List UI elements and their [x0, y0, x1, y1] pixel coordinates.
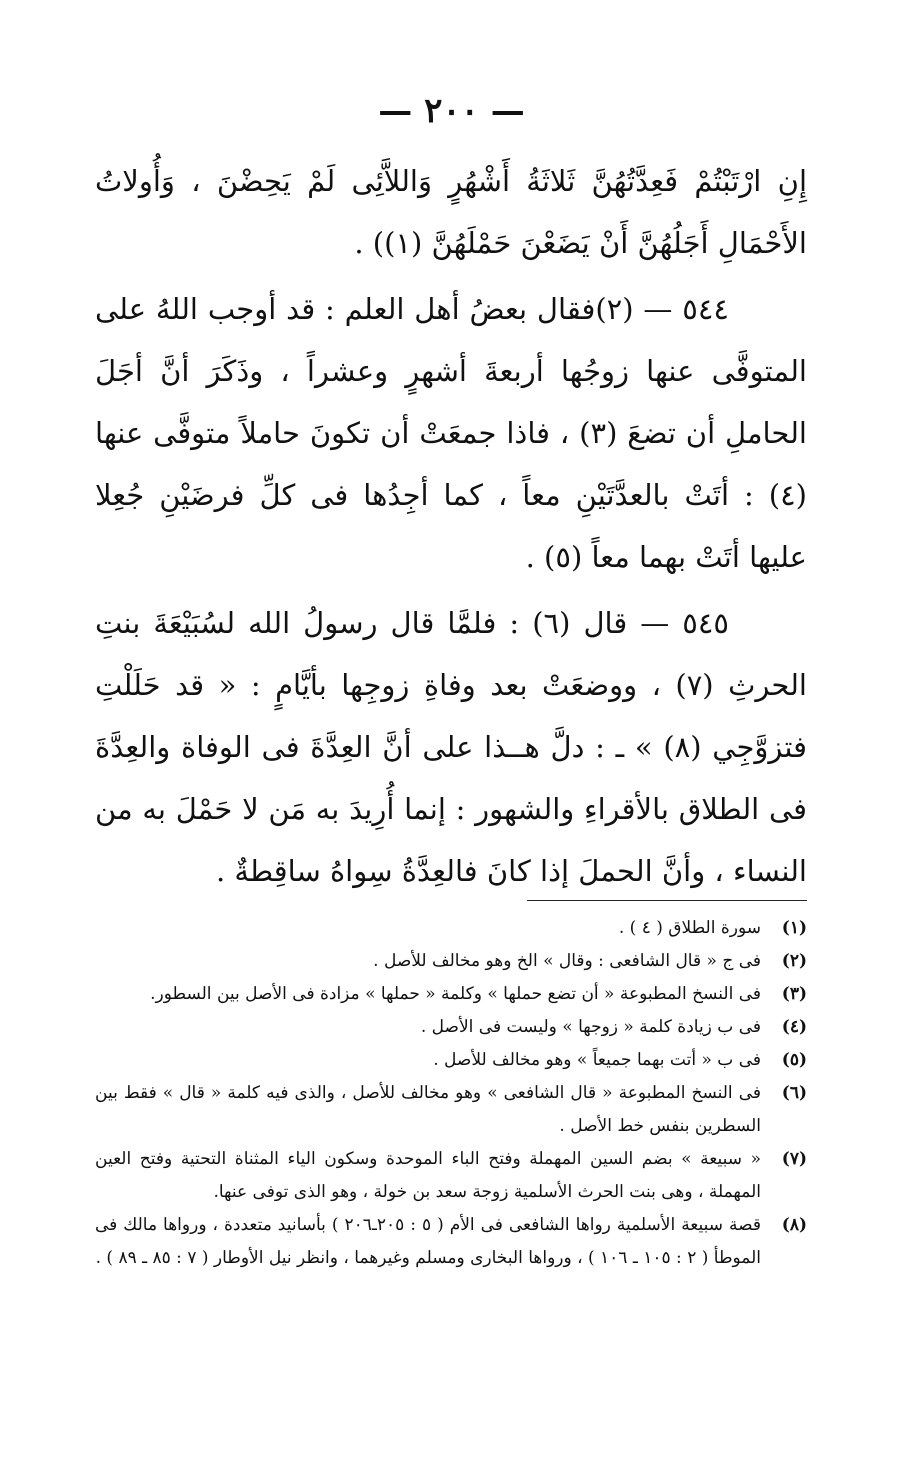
footnote-2	[95, 945, 807, 978]
footnote-1	[95, 912, 807, 945]
footnote-text: « سبيعة » بضم السين المهملة وفتح الباء الموحدة وسكون الياء المثناة التحتية وفتح العين المهملة ، وهى بنت الحرث الأسلمية زوجة سعد بن خولة ، وهو الذى توفى عنها.	[95, 1149, 761, 1202]
footnote-text: فى ج « قال الشافعى : وقال » الخ وهو مخالف للأصل .	[373, 951, 761, 971]
footnote-number: (١)	[781, 918, 807, 938]
footnote-text: فى ب زيادة كلمة « زوجها » وليست فى الأصل .	[420, 1017, 761, 1037]
main-text	[95, 150, 807, 906]
footnote-separator	[527, 900, 807, 901]
footnote-text: فى النسخ المطبوعة « أن تضع حملها » وكلمة « حملها » مزادة فى الأصل بين السطور.	[150, 984, 761, 1004]
footnote-number: (٢)	[781, 951, 807, 971]
paragraph-545: ٥٤٥ — قال (٦) : فلمَّا قال رسولُ الله لسُبَيْعَةَ بنتِ الحرثِ (٧) ، ووضعَتْ بعد وفاةِ زوجِها بأيَّامٍ : « قد حَلَلْتِ فتزوَّجِي (٨) » ـ : دلَّ هــذا على أنَّ العِدَّةَ فى الوفاة والعِدَّةَ فى الطلاق بالأقراءِ والشهور : إنما أُرِيدَ به مَن لا حَمْلَ به من النساء ، وأنَّ الحملَ إذا كانَ فالعِدَّةُ سِواهُ ساقِطةٌ .	[95, 606, 808, 888]
footnote-4	[95, 1011, 807, 1044]
footnote-number: (٥)	[781, 1050, 807, 1070]
footnote-text: سورة الطلاق ( ٤ ) .	[618, 918, 761, 938]
footnote-number: (٤)	[781, 1017, 807, 1037]
footnote-6	[95, 1077, 807, 1143]
paragraph-544: ٥٤٤ — (٢)فقال بعضُ أهل العلم : قد أوجب اللهُ على المتوفَّى عنها زوجُها أربعةَ أشهرٍ وعشراً ، وذَكَرَ أنَّ أجَلَ الحاملِ أن تضعَ (٣) ، فاذا جمعَتْ أن تكونَ حاملاً متوفَّى عنها (٤) : أتَتْ بالعدَّتَيْنِ معاً ، كما أجِدُها فى كلِّ فرضَيْنِ جُعِلا عليها أتَتْ بهما معاً (٥) .	[95, 292, 807, 574]
quran-verse-paragraph: إِنِ ارْتَبْتُمْ فَعِدَّتُهُنَّ ثَلاثَةُ أَشْهُرٍ وَاللاَّئِى لَمْ يَحِضْنَ ، وَأُولاتُ الأَحْمَالِ أَجَلُهُنَّ أَنْ يَضَعْنَ حَمْلَهُنَّ (١)) .	[95, 164, 807, 260]
footnote-text: فى النسخ المطبوعة « قال الشافعى » وهو مخالف للأصل ، والذى فيه كلمة « قال » فقط بين السطرين بنفس خط الأصل .	[95, 1083, 761, 1136]
footnote-5	[95, 1044, 807, 1077]
footnote-number: (٨)	[781, 1215, 807, 1235]
footnote-number: (٧)	[781, 1149, 807, 1169]
page-number: — ٢٠٠ —	[378, 91, 525, 131]
footnote-7	[95, 1143, 807, 1209]
footnote-text: قصة سبيعة الأسلمية رواها الشافعى فى الأم ( ٥ : ٢٠٥ـ٢٠٦ ) بأسانيد متعددة ، ورواها مالك فى الموطأ ( ٢ : ١٠٥ ـ ١٠٦ ) ، ورواها البخارى ومسلم وغيرهما ، وانظر نيل الأوطار ( ٧ : ٨٥ ـ ٨٩ ) .	[95, 1215, 761, 1268]
footnote-text: فى ب « أتت بهما جميعاً » وهو مخالف للأصل .	[433, 1050, 761, 1070]
footnote-number: (٣)	[781, 984, 807, 1004]
footnote-number: (٦)	[781, 1083, 807, 1103]
footnote-3	[95, 978, 807, 1011]
footnote-8	[95, 1209, 807, 1275]
footnotes-list	[95, 912, 807, 1275]
